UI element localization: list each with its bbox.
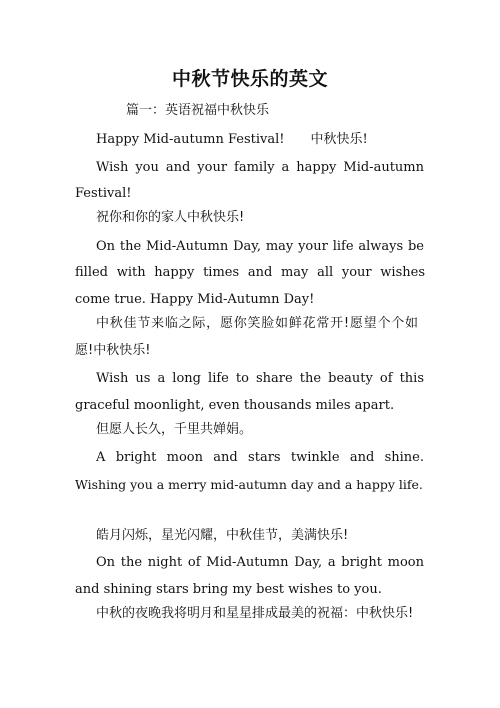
- text-line: 祝你和你的家人中秋快乐!: [96, 210, 245, 225]
- text-line: Wish us a long life to share the beauty of this: [96, 371, 424, 386]
- text-line: and shining stars bring my best wishes to you.: [75, 582, 382, 597]
- text-line: 中秋的夜晚我将明月和星星排成最美的祝福：中秋快乐!: [96, 606, 414, 621]
- section-heading: 篇一：英语祝福中秋快乐: [126, 103, 270, 118]
- text-line: filled with happy times and may all your wishes: [75, 265, 425, 280]
- text-line: On the night of Mid-Autumn Day, a bright moon: [96, 555, 424, 570]
- text-line: Wish you and your family a happy Mid-autumn: [96, 160, 424, 175]
- text-line: graceful moonlight, even thousands miles apart.: [75, 398, 395, 413]
- text-line: Wishing you a merry mid-autumn day and a happy life.: [75, 477, 423, 492]
- text-line: 皓月闪烁，星光闪耀，中秋佳节，美满快乐!: [96, 528, 349, 543]
- text-line: 但愿人长久，千里共婵娟。: [96, 422, 253, 437]
- document-title: 中秋节快乐的英文: [171, 68, 328, 90]
- text-line: 愿!中秋快乐!: [75, 343, 151, 358]
- text-line: Happy Mid-autumn Festival! 中秋快乐!: [96, 132, 368, 147]
- text-line: A bright moon and stars twinkle and shine.: [96, 450, 424, 465]
- text-line: come true. Happy Mid-Autumn Day!: [75, 292, 315, 307]
- text-line: On the Mid-Autumn Day, may your life always be: [96, 239, 424, 254]
- text-line: 中秋佳节来临之际，愿你笑脸如鲜花常开!愿望个个如: [96, 316, 418, 331]
- text-line: Festival!: [75, 186, 132, 201]
